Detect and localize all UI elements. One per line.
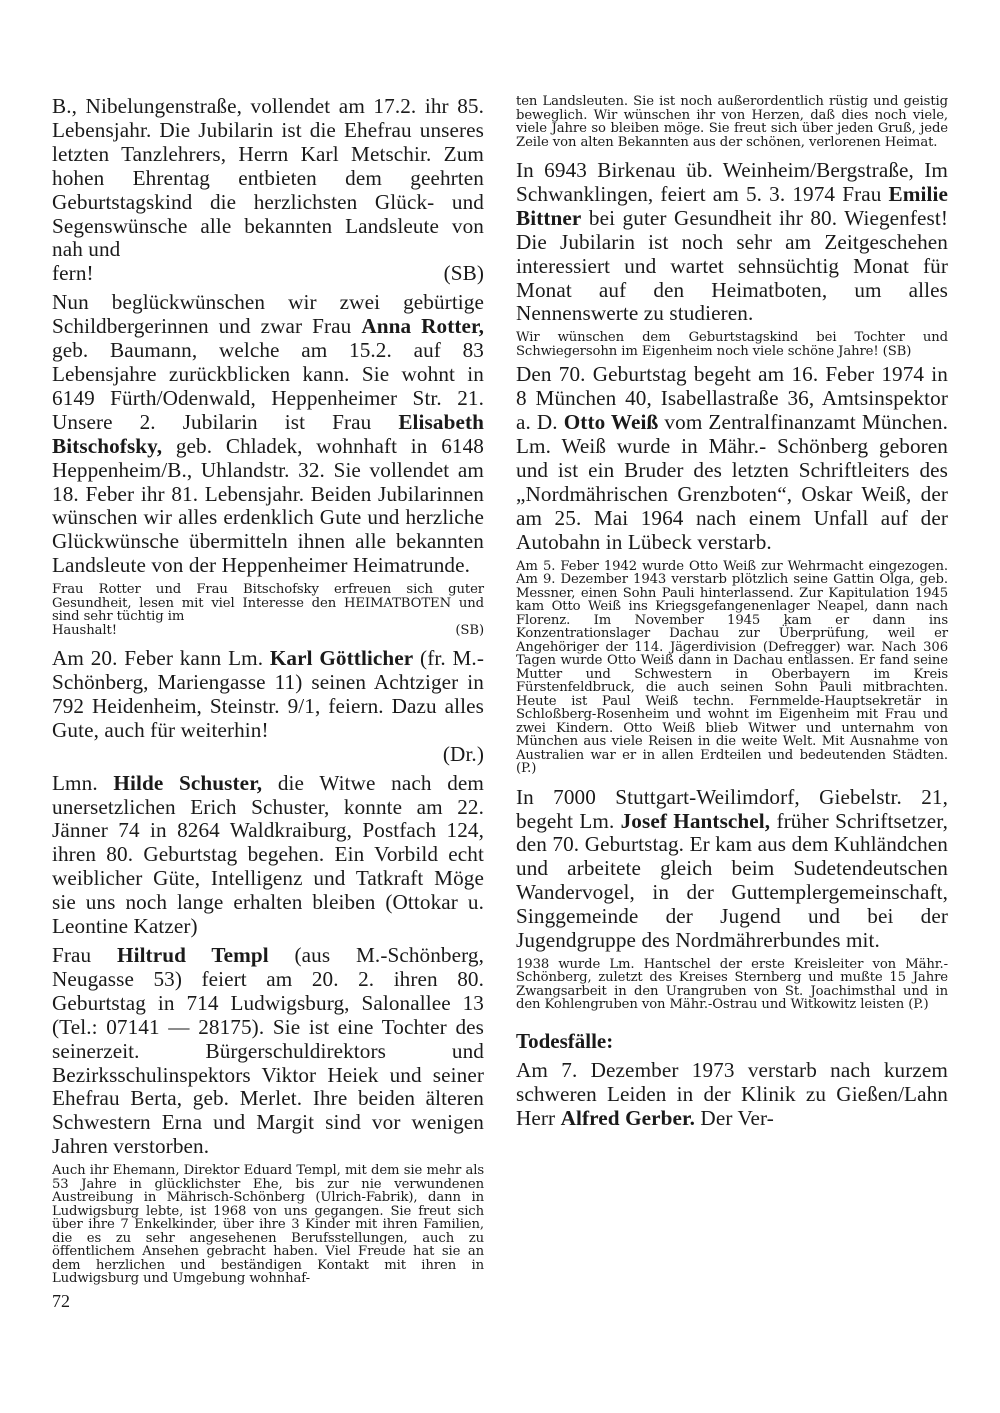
paragraph-text: Der Ver- [695, 1105, 774, 1130]
paragraph-text: geb. Baumann, welche am 15.2. auf 83 Lebensjahre zurückblicken kann. Sie wohnt in 6149 Fürth/Odenwald, Heppenheimer Str. 21. Unsere 2. Jubilarin ist Frau [52, 338, 484, 434]
paragraph-rotter-bitschofsky [52, 291, 484, 578]
author-initials: (SB) [443, 261, 484, 286]
paragraph-templ [52, 944, 484, 1159]
paragraph-text: Frau Rotter und Frau Bitschofsky erfreuen sich guter Gesundheit, lesen mit viel Interesse den HEIMATBOTEN und sind sehr tüchtig im [52, 582, 484, 625]
paragraph-text: Auch ihr Ehemann, Direktor Eduard Templ, mit dem sie mehr als 53 Jahre in glücklichster Ehe, bis zur nie verwundenen Austreibung in Mährisch-Schönberg (Ulrich-Fabrik), dann in Ludwigsburg lebte, ist 1968 von uns gegangen. Sie freut sich über ihre 7 Enkelkinder, über ihre 3 Kinder mit ihren Familien, die es zu sehr angesehenen Berufsstellungen, auch zu öffentlichem Ansehen gebracht haben. Viel Freude hat sie an dem herzlichen und beständigen Kontakt mit ihren in Ludwigsburg und Umgebung wohnhaf- [52, 1163, 484, 1287]
paragraph-templ-continued [52, 1164, 484, 1286]
paragraph-text: B., Nibelungenstraße, vollendet am 17.2. ihr 85. Lebensjahr. Die Jubilarin ist die Ehefrau unseres letzten Tanzlehrers, Herrn Karl Metschir. Zum hohen Ehrentag entbieten dem geehrten Geburtstagskind die herzlichsten Glück- und Segenswünsche alle bekannten Landsleute von nah und [52, 94, 484, 262]
left-column [52, 95, 484, 1286]
paragraph-text: die Witwe nach dem unersetzlichen Erich Schuster, konnte am 22. Jänner 74 in 8264 Waldkraiburg, Postfach 124, ihren 80. Geburtstag begehen. Ein Vorbild echt weiblicher Güte, Intelligenz und Tatkraft Möge sie uns noch lange erhalten bleiben (Ottokar u. Leontine Katzer) [52, 770, 484, 939]
paragraph-text: (aus M.-Schönberg, Neugasse 53) feiert am 20. 2. ihren 80. Geburtstag in 714 Ludwigsburg, Salonallee 13 (Tel.: 07141 — 28175). Sie ist eine Tochter des seinerzeit. Bürgerschuldirektors und Bezirksschulinspektors Viktor Heiek und seiner Ehefrau Berta, geb. Merlet. Ihre beiden älteren Schwestern Erna und Margit sind vor wenigen Jahren verstorben. [52, 943, 484, 1159]
paragraph-text: In 7000 Stuttgart-Weilimdorf, Giebelstr. 21, begeht Lm. [516, 784, 948, 833]
paragraph-text: früher Schriftsetzer, den 70. Geburtstag. Er kam aus dem Kuhländchen und arbeitete gleich beim Sudetendeutschen Wandervogel, in der Guttemplergemeinschaft, Singgemeinde der Jugend und bei der Jugendgruppe des Nordmährerbundes mit. [516, 808, 948, 953]
author-initials: (SB) [455, 622, 484, 638]
paragraph-hantschel [516, 786, 948, 953]
person-name: Anna Rotter, [361, 314, 485, 339]
paragraph-weiss [516, 363, 948, 554]
paragraph-small-note [52, 583, 484, 624]
line-end-text: fern! [52, 261, 94, 286]
author-initials: (Dr.) [442, 741, 484, 766]
paragraph-text: vom Zentralfinanzamt München. Lm. Weiß wurde in Mähr.- Schönberg geboren und ist ein Bruder des letzten Schriftleiters des „Nordmährischen Grenzboten“, Oskar Weiß, der am 25. Mai 1964 nach einem Unfall auf der Autobahn in Lübeck verstarb. [516, 410, 949, 554]
paragraph-text: Wir wünschen dem Geburtstagskind bei Tochter und Schwiegersohn im Eigenheim noch viele schöne Jahre! (SB) [516, 330, 948, 359]
paragraph-text: geb. Chladek, wohnhaft in 6148 Heppenheim/B., Uhlandstr. 32. Sie vollendet am 18. Feber ihr 81. Lebensjahr. Beiden Jubilarinnen wünschen wir alles erdenklich Gute und herzliche Glückwünsche übermitteln ihnen alle bekannten Landsleute von der Heppenheimer Heimatrunde. [52, 433, 484, 578]
paragraph-text: Am 5. Feber 1942 wurde Otto Weiß zur Wehrmacht eingezogen. Am 9. Dezember 1943 verstarb plötzlich seine Gattin Olga, geb. Messner, einen Sohn Pauli hinterlassend. Zur Kapitulation 1945 kam Otto Weiß ins Kriegsgefangenenlager Neapel, dann nach Florenz. Im November 1945 kam er dann ins Konzentrationslager Dachau zur Überprüfung, weil er Angehöriger der 114. Jägerdivision (Defregger) war. Nach 306 Tagen wurde Otto Weiß dann in Dachau entlassen. Er fand seine Mutter und Schwestern in Oberbayern im Kreis Fürstenfeldbruck, die auch seinen Sohn Pauli mitbrachten. Heute ist Paul Weiß techn. Fernmelde-Hauptsekretär in Schloßberg-Rosenheim und wohnt im Eigenheim mit Frau und zwei Kindern. Otto Weiß blieb Witwer und unternahm von München aus viele Reisen in die weite Welt. Mit Ausnahme von Australien war er in allen Erdteilen und bedeutenden Städten. (P.) [516, 558, 948, 777]
line-end-text: Haushalt! [52, 622, 117, 638]
paragraph-text: In 6943 Birkenau üb. Weinheim/Bergstraße, Im Schwanklingen, feiert am 5. 3. 1974 Frau [516, 158, 948, 206]
person-name: Hiltrud Templ [117, 943, 269, 967]
signature-line [52, 262, 484, 286]
paragraph-text: Frau [52, 943, 117, 967]
person-name: Josef Hantschel, [620, 808, 771, 833]
person-name: Elisabeth Bitschofsky, [52, 409, 484, 458]
person-name: Hilde Schuster, [113, 770, 263, 795]
person-name: Karl Göttlicher [269, 646, 414, 671]
paragraph-text: Nun beglückwünschen wir zwei gebürtige Schildbergerinnen und zwar Frau [52, 290, 484, 339]
section-heading-deaths: Todesfälle: [516, 1028, 614, 1053]
person-name: Emilie Bittner [516, 181, 948, 230]
paragraph-weiss-biography [516, 560, 948, 776]
paragraph-text: bei guter Gesundheit ihr 80. Wiegenfest! Die Jubilarin ist noch sehr am Zeitgeschehen interessiert und wartet sehnsüchtig Monat für Monat auf den Heimatboten, um alles Nennenswerte zu studieren. [516, 205, 948, 326]
paragraph-goettlicher [52, 647, 484, 743]
paragraph-text: ten Landsleuten. Sie ist noch außerordentlich rüstig und geistig beweglich. Wir wünschen ihr von Herzen, daß dies noch viele, viele Jahre so bleiben möge. Sie freut sich über jeden Gruß, jede Zeile von alten Bekannten aus der schönen, verlorenen Heimat. [516, 94, 948, 150]
paragraph-text: 1938 wurde Lm. Hantschel der erste Kreisleiter von Mähr.-Schönberg, zuletzt des Kreises Sternberg und mußte 15 Jahre Zwangsarbeit in den Urangruben von St. Joachimsthal und in den Kohlengruben von Mähr.-Ostrau und Witkowitz leisten (P.) [516, 956, 948, 1013]
right-column [516, 95, 948, 1131]
person-name: Otto Weiß [563, 410, 659, 435]
signature-line [52, 743, 484, 767]
paragraph-text: Den 70. Geburtstag begeht am 16. Feber 1974 in 8 München 40, Isabellastraße 36, Amtsinspektor a. D. [516, 362, 948, 435]
paragraph-text: Am 7. Dezember 1973 verstarb nach kurzem schweren Leiden in der Klinik zu Gießen/Lahn Herr [516, 1057, 948, 1130]
paragraph-templ-end [516, 95, 948, 149]
paragraph-text: Am 20. Feber kann Lm. [52, 646, 270, 671]
paragraph-bittner-wishes [516, 331, 948, 358]
paragraph-text: Lmn. [52, 770, 114, 795]
paragraph-bittner [516, 159, 948, 326]
paragraph-hantschel-history [516, 958, 948, 1012]
paragraph-schuster [52, 772, 484, 939]
page-number: 72 [52, 1291, 70, 1311]
signature-line [52, 624, 484, 638]
person-name: Alfred Gerber. [560, 1105, 696, 1130]
paragraph-gerber [516, 1059, 948, 1131]
paragraph-metschir [52, 95, 484, 262]
paragraph-text: (fr. M.-Schönberg, Mariengasse 11) seinen Achtziger in 792 Heidenheim, Steinstr. 9/1, feiern. Dazu alles Gute, auch für weiterhin! [52, 646, 484, 742]
